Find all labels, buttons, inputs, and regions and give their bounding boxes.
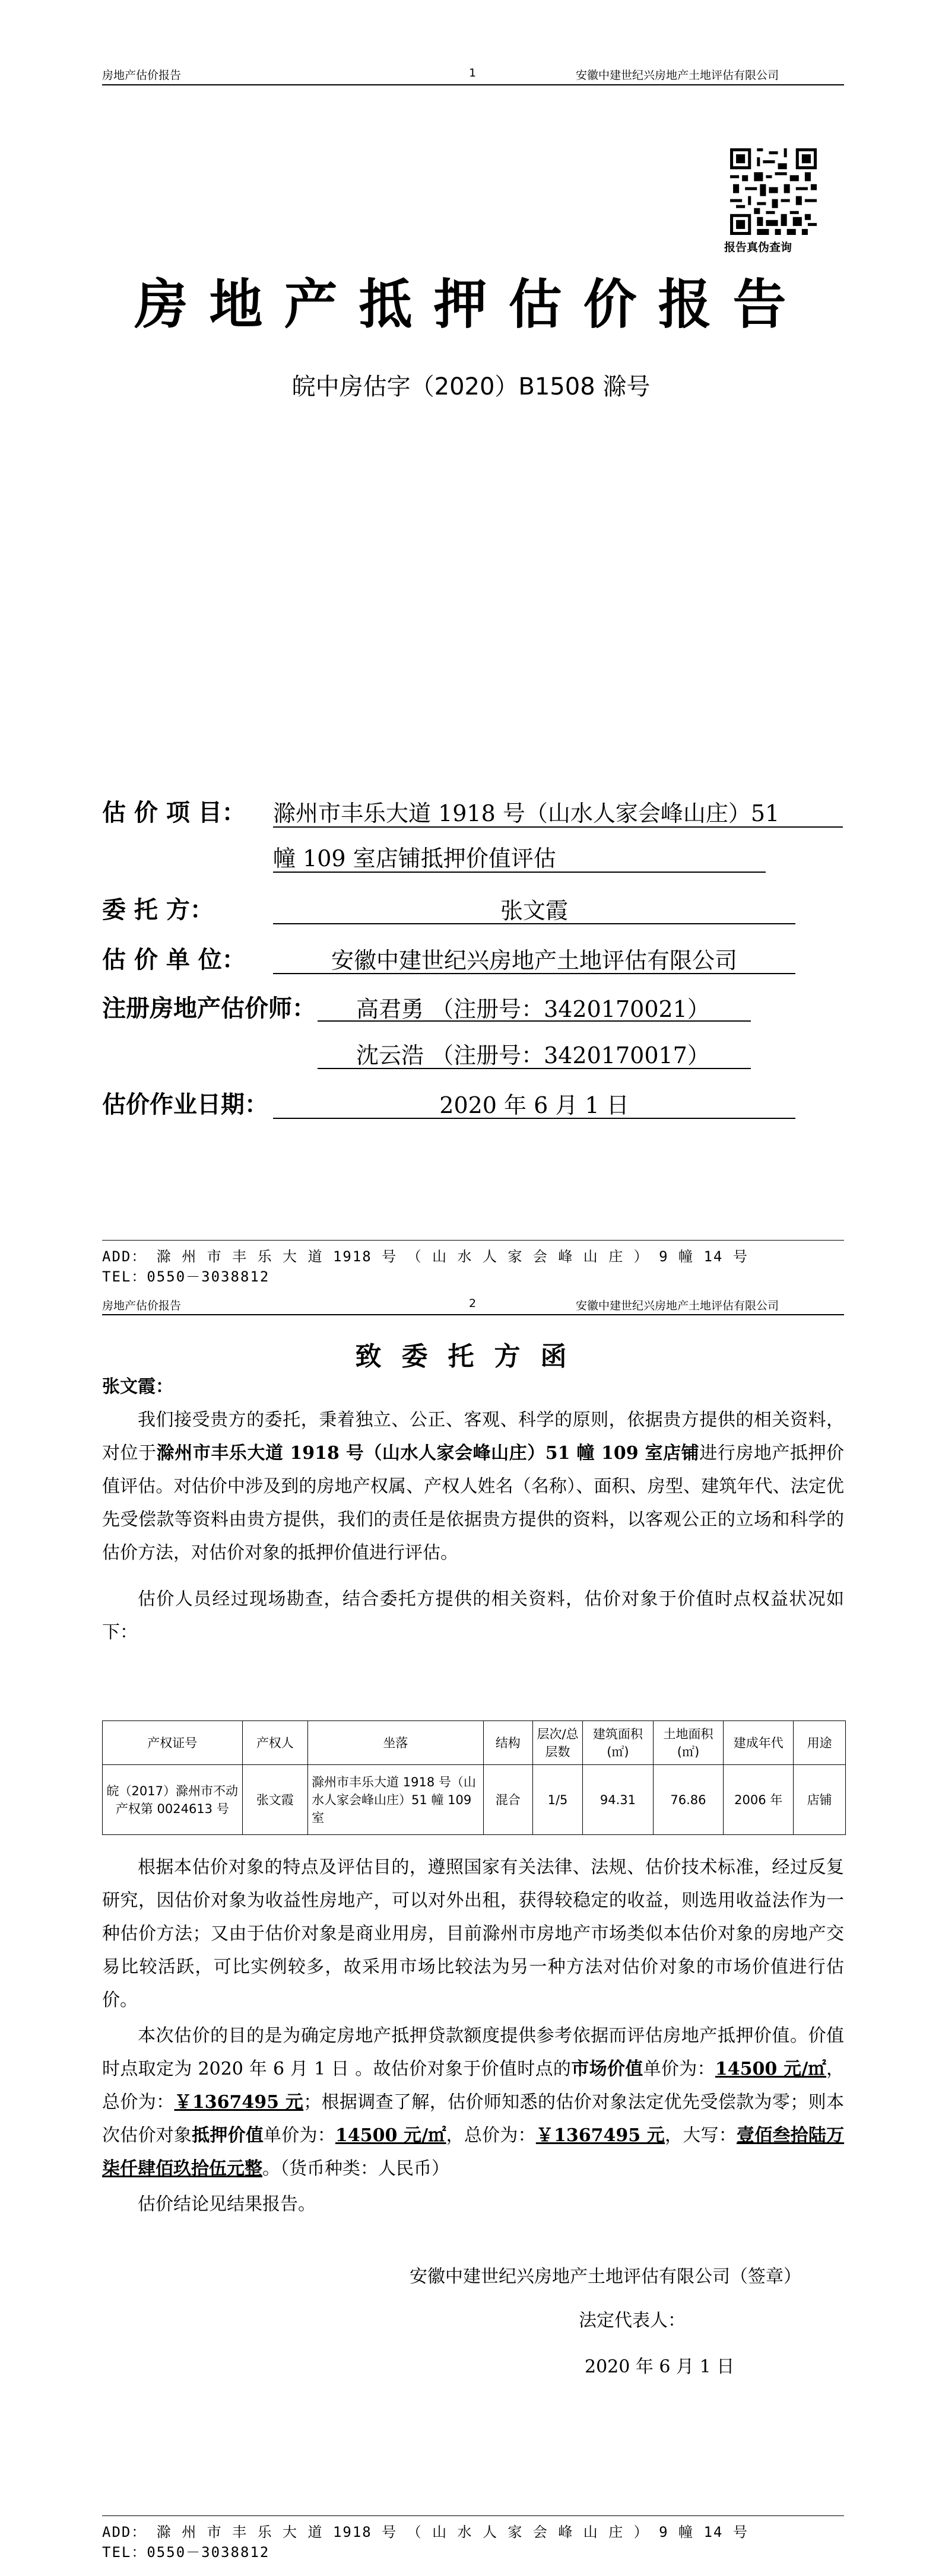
paragraph-3: 根据本估价对象的特点及评估目的，遵照国家有关法律、法规、估价技术标准，经过反复研究，因估价对象为收益性房地产，可以对外出租，获得较稳定的收益，则选用收益法作为一种估价方法；又由于估价对象是商业用房，目前滁州市房地产市场类似本估价对象的房地产交易比较活跃，可比实例较多，故采用市场比较法为另一种方法对估价对象的市场价值进行估价。 (102, 1857, 844, 2011)
project-value-line2: 幢 109 室店铺抵押价值评估 (273, 845, 556, 872)
table-cell: 2006 年 (724, 1765, 794, 1835)
letter-title: 致委托方函 (355, 1341, 587, 1372)
signature-company: 安徽中建世纪兴房地产土地评估有限公司（签章） (410, 2266, 801, 2287)
page1-header-page-number: 1 (469, 66, 477, 79)
table-cell: 皖（2017）滁州市不动产权第 0024613 号 (103, 1765, 243, 1835)
table-cell: 店铺 (794, 1765, 846, 1835)
unit-value: 安徽中建世纪兴房地产土地评估有限公司 (331, 947, 737, 974)
qr-code-icon (730, 148, 817, 235)
page2-footer-rule (102, 2515, 844, 2516)
project-underline-1 (273, 826, 843, 828)
page2-header-left: 房地产估价报告 (102, 1299, 182, 1312)
table-cell: 94.31 (583, 1765, 654, 1835)
signature-date: 2020 年 6 月 1 日 (585, 2356, 735, 2377)
qr-caption: 报告真伪查询 (724, 241, 792, 254)
report-title: 房地产抵押估价报告 (134, 273, 808, 336)
client-value: 张文霞 (500, 898, 568, 924)
salutation: 张文霞： (102, 1376, 173, 1397)
table-header: 层次/总层数 (532, 1721, 582, 1765)
date-label: 估价作业日期： (102, 1091, 268, 1118)
paragraph-5: 估价结论见结果报告。 (138, 2194, 316, 2215)
page2-footer-address: ADD： 滁 州 市 丰 乐 大 道 1918 号 （ 山 水 人 家 会 峰 山 庄 ） 9 幢 14 号 (102, 2524, 748, 2540)
table-cell: 张文霞 (242, 1765, 308, 1835)
table-header: 产权人 (242, 1721, 308, 1765)
project-underline-2 (273, 872, 766, 873)
appraiser-2: 沈云浩 （注册号：3420170017） (356, 1042, 710, 1068)
project-value-line1: 滁州市丰乐大道 1918 号（山水人家会峰山庄）51 (273, 800, 780, 826)
letter-body-bottom (102, 1851, 844, 2221)
page1-header-rule (102, 84, 844, 85)
appraiser-underline-1 (318, 1020, 751, 1022)
table-header: 用途 (794, 1721, 846, 1765)
page2-footer-tel: TEL：0550－3038812 (102, 2544, 270, 2561)
date-underline (273, 1118, 795, 1119)
appraiser-label: 注册房地产估价师： (102, 995, 316, 1022)
unit-underline (273, 973, 795, 974)
report-number: 皖中房估字（2020）B1508 滁号 (291, 373, 651, 400)
table-cell: 滁州市丰乐大道 1918 号（山水人家会峰山庄）51 幢 109 室 (308, 1765, 484, 1835)
table-header: 坐落 (308, 1721, 484, 1765)
table-header: 建筑面积(㎡) (583, 1721, 654, 1765)
table-cell: 混合 (483, 1765, 532, 1835)
unit-label: 估 价 单 位： (102, 946, 246, 974)
client-label: 委 托 方： (102, 896, 214, 924)
paragraph-4: 本次估价的目的是为确定房地产抵押贷款额度提供参考依据而评估房地产抵押价值。价值时点取定为 2020 年 6 月 1 日 。故估价对象于价值时点的市场价值单价为：14500 元/㎡，总价为：￥1367495 元；根据调查了解，估价师知悉的估价对象法定优先受偿款为零；则本次估价对象抵押价值单价为：14500 元/㎡，总价为：￥1367495 元，大写：壹佰叁拾陆万柒仟肆佰玖拾伍元整。（货币种类：人民币） (102, 2025, 845, 2179)
table-header: 建成年代 (724, 1721, 794, 1765)
property-table (102, 1720, 846, 1835)
page1-header-left: 房地产估价报告 (102, 69, 182, 82)
table-cell: 1/5 (532, 1765, 582, 1835)
page2-header-right: 安徽中建世纪兴房地产土地评估有限公司 (576, 1299, 779, 1312)
page2-header-page-number: 2 (469, 1297, 477, 1310)
appraiser-1: 高君勇 （注册号：3420170021） (356, 996, 710, 1022)
page2-header-rule (102, 1314, 844, 1315)
page1-header-right: 安徽中建世纪兴房地产土地评估有限公司 (576, 69, 779, 82)
letter-body-top (102, 1370, 844, 1649)
paragraph-1: 我们接受贵方的委托，秉着独立、公正、客观、科学的原则，依据贵方提供的相关资料，对位于滁州市丰乐大道 1918 号（山水人家会峰山庄）51 幢 109 室店铺进行房地产抵押价值评估。对估价中涉及到的房地产权属、产权人姓名（名称）、面积、房型、建筑年代、法定优先受偿款等资料由贵方提供，我们的责任是依据贵方提供的资料，以客观公正的立场和科学的估价方法，对估价对象的抵押价值进行评估。 (102, 1410, 845, 1563)
table-header: 产权证号 (103, 1721, 243, 1765)
paragraph-2: 估价人员经过现场勘查，结合委托方提供的相关资料，估价对象于价值时点权益状况如下： (102, 1589, 844, 1643)
client-underline (273, 923, 795, 924)
page1-footer-rule (102, 1240, 844, 1241)
signature-representative: 法定代表人： (579, 2310, 686, 2331)
table-header-row (103, 1721, 846, 1765)
table-header: 结构 (483, 1721, 532, 1765)
project-label: 估 价 项 目： (102, 799, 246, 826)
table-cell: 76.86 (653, 1765, 724, 1835)
table-header: 土地面积(㎡) (653, 1721, 724, 1765)
page1-footer-address: ADD： 滁 州 市 丰 乐 大 道 1918 号 （ 山 水 人 家 会 峰 山 庄 ） 9 幢 14 号 (102, 1248, 748, 1265)
page1-footer-tel: TEL：0550－3038812 (102, 1268, 270, 1285)
appraiser-underline-2 (318, 1068, 751, 1069)
table-row (103, 1765, 846, 1835)
date-value: 2020 年 6 月 1 日 (439, 1092, 629, 1118)
